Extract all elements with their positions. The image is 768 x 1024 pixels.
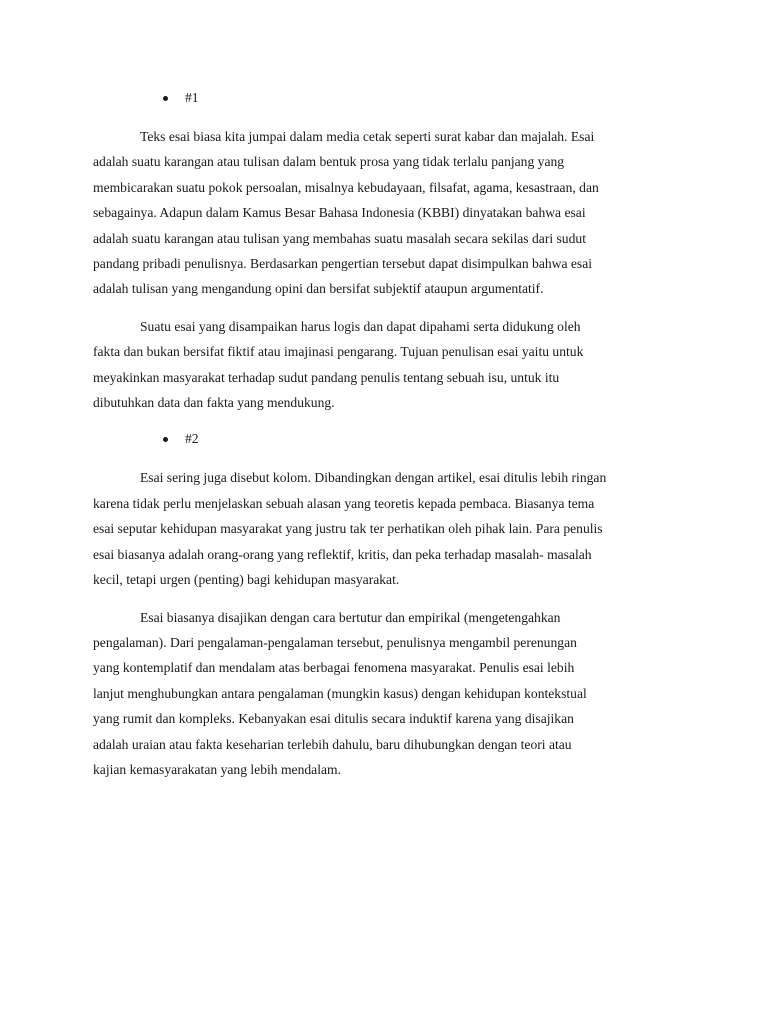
paragraph-line: fakta dan bukan bersifat fiktif atau imajinasi pengarang. Tujuan penulisan esai yaitu untuk <box>93 344 584 360</box>
bullet-heading-2 <box>163 427 683 451</box>
paragraph-line: karena tidak perlu menjelaskan sebuah alasan yang teoretis kepada pembaca. Biasanya tema <box>93 495 595 511</box>
paragraph-line: adalah tulisan yang mengandung opini dan bersifat subjektif ataupun argumentatif. <box>93 281 544 297</box>
paragraph-line: Teks esai biasa kita jumpai dalam media cetak seperti surat kabar dan majalah. Esai <box>140 129 595 144</box>
paragraph-line: lanjut menghubungkan antara pengalaman (mungkin kasus) dengan kehidupan kontekstual <box>93 685 587 701</box>
paragraph-line: adalah uraian atau fakta keseharian terlebih dahulu, baru dihubungkan dengan teori atau <box>93 736 572 752</box>
bullet-dot-icon <box>163 437 168 442</box>
paragraph-line: esai biasanya adalah orang-orang yang reflektif, kritis, dan peka terhadap masalah- masalah <box>93 546 592 562</box>
paragraph-line: kajian kemasyarakatan yang lebih mendalam. <box>93 761 341 777</box>
paragraph-line: membicarakan suatu pokok persoalan, misalnya kebudayaan, filsafat, agama, kesastraan, dan <box>93 179 599 195</box>
paragraph-line: meyakinkan masyarakat terhadap sudut pandang penulis tentang sebuah isu, untuk itu <box>93 369 560 385</box>
paragraph-line: dibutuhkan data dan fakta yang mendukung. <box>93 395 335 411</box>
paragraph-line: pengalaman). Dari pengalaman-pengalaman tersebut, penulisnya mengambil perenungan <box>93 634 577 650</box>
paragraph-line: Esai biasanya disajikan dengan cara bertutur dan empirikal (mengetengahkan <box>140 609 561 625</box>
document-body <box>93 86 683 794</box>
bullet-label: #1 <box>185 90 199 105</box>
paragraph-line: yang kontemplatif dan mendalam atas berbagai fenomena masyarakat. Penulis esai lebih <box>93 660 575 676</box>
paragraph-3 <box>93 465 683 592</box>
paragraph-line: yang rumit dan kompleks. Kebanyakan esai ditulis secara induktif karena yang disajikan <box>93 711 574 727</box>
paragraph-line: Suatu esai yang disampaikan harus logis dan dapat dipahami serta didukung oleh <box>140 318 581 334</box>
paragraph-line: adalah suatu karangan atau tulisan dalam bentuk prosa yang tidak terlalu panjang yang <box>93 154 565 170</box>
bullet-label: #2 <box>185 431 199 447</box>
bullet-heading-1 <box>163 86 683 110</box>
paragraph-line: esai seputar kehidupan masyarakat yang justru tak ter perhatikan oleh pihak lain. Para penulis <box>93 521 603 537</box>
paragraph-line: sebagainya. Adapun dalam Kamus Besar Bahasa Indonesia (KBBI) dinyatakan bahwa esai <box>93 205 586 221</box>
paragraph-line: kecil, tetapi urgen (penting) bagi kehidupan masyarakat. <box>93 572 400 588</box>
paragraph-2 <box>93 314 683 416</box>
paragraph-1 <box>93 124 683 302</box>
paragraph-4 <box>93 605 683 783</box>
paragraph-line: pandang pribadi penulisnya. Berdasarkan pengertian tersebut dapat disimpulkan bahwa esai <box>93 256 593 272</box>
paragraph-line: adalah suatu karangan atau tulisan yang membahas suatu masalah secara sekilas dari sudut <box>93 230 586 246</box>
bullet-dot-icon <box>163 96 168 101</box>
paragraph-line: Esai sering juga disebut kolom. Dibandingkan dengan artikel, esai ditulis lebih ringan <box>140 470 607 486</box>
